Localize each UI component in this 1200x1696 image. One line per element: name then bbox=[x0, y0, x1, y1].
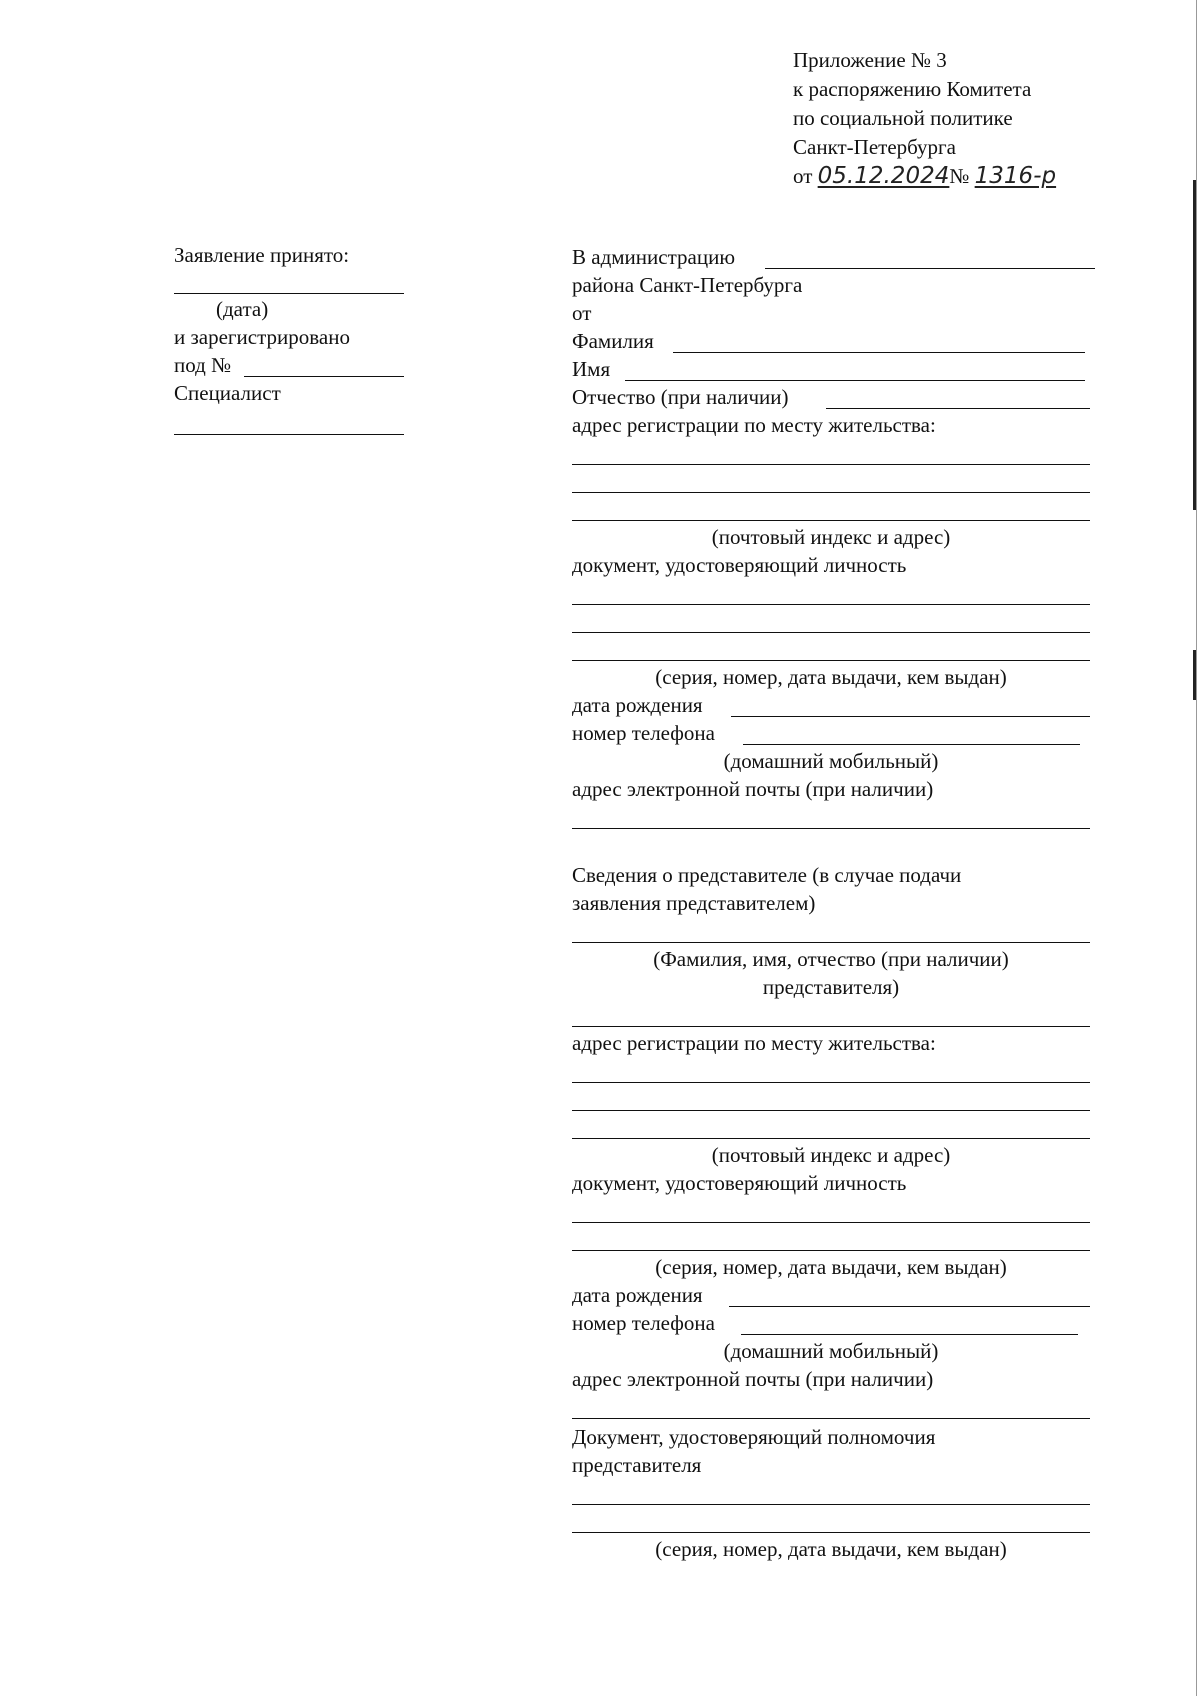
header-line-committee: по социальной политике bbox=[793, 106, 1013, 130]
administration-line bbox=[765, 268, 1095, 269]
birth-date-field bbox=[731, 716, 1090, 717]
handwritten-date: 05.12.2024 bbox=[817, 163, 950, 189]
acceptance-specialist-label: Специалист bbox=[174, 381, 281, 405]
surname-field bbox=[673, 352, 1085, 353]
id-line-3 bbox=[572, 660, 1090, 661]
number-sign: № bbox=[949, 164, 970, 188]
representative-fio-line bbox=[572, 942, 1090, 943]
phone-field bbox=[743, 744, 1080, 745]
header-from-label: от bbox=[793, 164, 813, 188]
email-field bbox=[572, 828, 1090, 829]
id-line-2 bbox=[572, 632, 1090, 633]
from-label: от bbox=[572, 301, 592, 325]
acceptance-number-label: под № bbox=[174, 353, 232, 377]
representative-address-line-1 bbox=[572, 1082, 1090, 1083]
representative-heading-cont: заявления представителем) bbox=[572, 891, 816, 915]
representative-fio-caption-cont: представителя) bbox=[762, 975, 900, 999]
representative-fio-line-2 bbox=[572, 1026, 1090, 1027]
to-administration-label: В администрацию bbox=[572, 245, 736, 269]
id-document-label: документ, удостоверяющий личность bbox=[572, 553, 907, 577]
surname-label: Фамилия bbox=[572, 329, 654, 353]
phone-label: номер телефона bbox=[572, 721, 715, 745]
representative-id-line-2 bbox=[572, 1250, 1090, 1251]
header-date-line bbox=[793, 163, 1056, 189]
acceptance-title: Заявление принято: bbox=[174, 243, 350, 267]
representative-birth-date-label: дата рождения bbox=[572, 1283, 703, 1307]
district-label: района Санкт-Петербурга bbox=[572, 273, 803, 297]
address-caption: (почтовый индекс и адрес) bbox=[711, 525, 951, 549]
representative-id-label: документ, удостоверяющий личность bbox=[572, 1171, 907, 1195]
representative-phone-field bbox=[741, 1334, 1078, 1335]
representative-heading: Сведения о представителе (в случае подачи bbox=[572, 863, 962, 887]
name-field bbox=[625, 380, 1085, 381]
id-line-1 bbox=[572, 604, 1090, 605]
birth-date-label: дата рождения bbox=[572, 693, 703, 717]
representative-phone-label: номер телефона bbox=[572, 1311, 715, 1335]
address-line-1 bbox=[572, 464, 1090, 465]
representative-address-caption: (почтовый индекс и адрес) bbox=[711, 1143, 951, 1167]
phone-caption: (домашний мобильный) bbox=[723, 749, 939, 773]
header-line-city: Санкт-Петербурга bbox=[793, 135, 956, 159]
representative-address-line-2 bbox=[572, 1110, 1090, 1111]
acceptance-number-line bbox=[244, 376, 404, 377]
appendix-number: Приложение № 3 bbox=[793, 48, 947, 72]
scan-edge-line bbox=[1196, 0, 1197, 1696]
representative-email-field bbox=[572, 1418, 1090, 1419]
authority-caption: (серия, номер, дата выдачи, кем выдан) bbox=[655, 1537, 1007, 1561]
acceptance-specialist-line bbox=[174, 434, 404, 435]
acceptance-date-caption: (дата) bbox=[216, 297, 269, 321]
patronymic-label: Отчество (при наличии) bbox=[572, 385, 789, 409]
representative-id-line-1 bbox=[572, 1222, 1090, 1223]
acceptance-registered-label: и зарегистрировано bbox=[174, 325, 350, 349]
representative-address-line-3 bbox=[572, 1138, 1090, 1139]
representative-email-label: адрес электронной почты (при наличии) bbox=[572, 1367, 934, 1391]
representative-id-caption: (серия, номер, дата выдачи, кем выдан) bbox=[655, 1255, 1007, 1279]
email-label: адрес электронной почты (при наличии) bbox=[572, 777, 934, 801]
authority-document-label: Документ, удостоверяющий полномочия bbox=[572, 1425, 936, 1449]
id-caption: (серия, номер, дата выдачи, кем выдан) bbox=[655, 665, 1007, 689]
authority-document-label-cont: представителя bbox=[572, 1453, 702, 1477]
handwritten-number: 1316-р bbox=[974, 163, 1057, 189]
representative-address-label: адрес регистрации по месту жительства: bbox=[572, 1031, 936, 1055]
authority-line-2 bbox=[572, 1532, 1090, 1533]
address-line-2 bbox=[572, 492, 1090, 493]
patronymic-field bbox=[826, 408, 1090, 409]
address-label: адрес регистрации по месту жительства: bbox=[572, 413, 936, 437]
address-line-3 bbox=[572, 520, 1090, 521]
name-label: Имя bbox=[572, 357, 611, 381]
representative-phone-caption: (домашний мобильный) bbox=[723, 1339, 939, 1363]
representative-birth-date-field bbox=[729, 1306, 1090, 1307]
header-line-order: к распоряжению Комитета bbox=[793, 77, 1032, 101]
authority-line-1 bbox=[572, 1504, 1090, 1505]
acceptance-date-line bbox=[174, 293, 404, 294]
representative-fio-caption: (Фамилия, имя, отчество (при наличии) bbox=[653, 947, 1009, 971]
